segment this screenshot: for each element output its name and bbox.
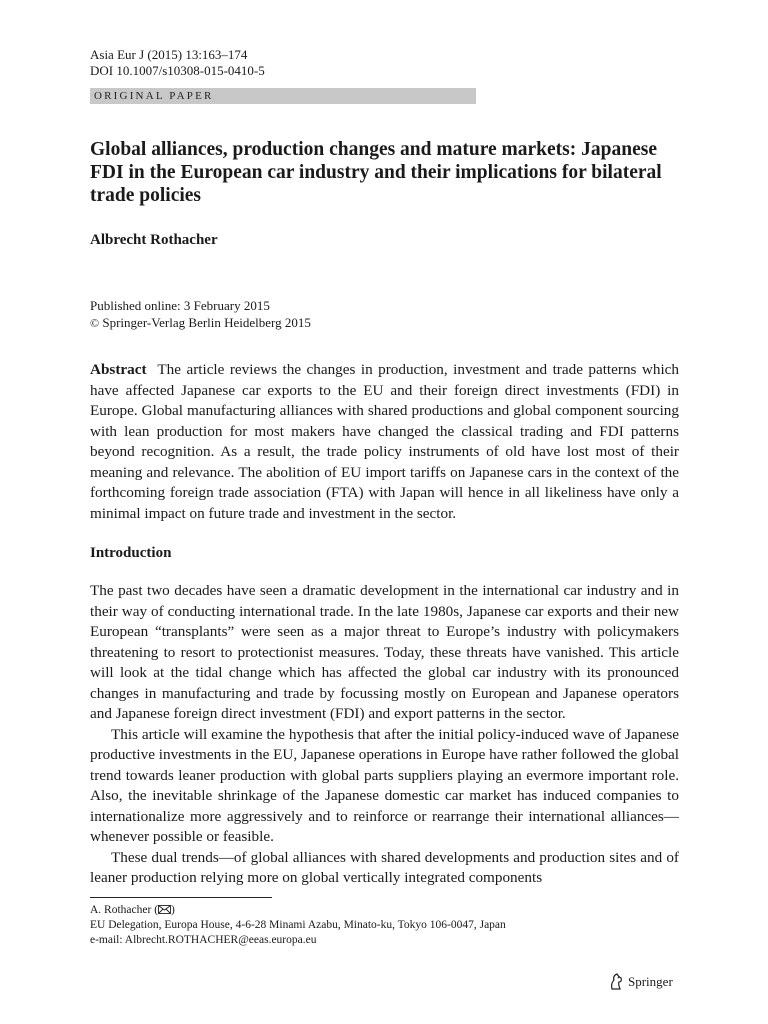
author-footnote — [90, 903, 506, 948]
author-name: Albrecht Rothacher — [90, 232, 218, 248]
paragraph: This article will examine the hypothesis that after the initial policy-induced wave of Japanese productive investments in the EU, Japanese operations in Europe have rather followed the global trend towards leaner production with global parts suppliers playing an evermore important role. Also, the inevitable shrinkage of the Japanese domestic car market has induced companies to internationalize more aggressively and to reinforce or rearrange their international alliances—whenever possible or feasible. — [90, 725, 679, 845]
doi[interactable]: DOI 10.1007/s10308-015-0410-5 — [90, 63, 265, 78]
paragraph: These dual trends—of global alliances with shared developments and production sites and of leaner production relying more on global vertically integrated components — [90, 848, 679, 886]
introduction-body — [90, 581, 679, 889]
footnote-rule — [90, 897, 272, 898]
section-heading-introduction: Introduction — [90, 545, 172, 561]
springer-horse-icon — [608, 973, 624, 991]
copyright-icon: © — [90, 316, 100, 330]
abstract-text: The article reviews the changes in production, investment and trade patterns which have affected Japanese car exports to the EU and their foreign direct investments (FDI) in Europe. Global manufacturing alliances with shared productions and global component sourcing with lean production for most makers have changed the classical trading and FDI patterns beyond recognition. As a result, the trade policy instruments of old have lost most of their meaning and relevance. The abolition of EU import tariffs on Japanese cars in the context of the forthcoming foreign trade association (FTA) with Japan will hence in all likeliness have only a minimal impact on future trade and investment in the sector. — [90, 361, 680, 522]
journal-citation: Asia Eur J (2015) 13:163–174 — [90, 47, 248, 62]
published-date: Published online: 3 February 2015 — [90, 298, 270, 313]
envelope-icon — [158, 905, 171, 914]
abstract — [90, 360, 679, 524]
article-type-bar: ORIGINAL PAPER — [90, 88, 476, 104]
footnote-address: EU Delegation, Europa House, 4-6-28 Minami Azabu, Minato-ku, Tokyo 106-0047, Japan — [90, 919, 506, 931]
publisher-name: Springer — [628, 974, 673, 989]
paper-title: Global alliances, production changes and mature markets: Japanese FDI in the European car industry and their implications for bilateral trade policies — [90, 139, 662, 206]
publisher-logo — [608, 973, 673, 991]
journal-header — [90, 47, 265, 79]
publication-info — [90, 297, 311, 332]
footnote-email[interactable]: e-mail: Albrecht.ROTHACHER@eeas.europa.eu — [90, 934, 317, 946]
paragraph: The past two decades have seen a dramatic development in the international car industry and in their way of conducting international trade. In the late 1980s, Japanese car exports and their new European “transplants” were seen as a major threat to Europe’s industry with policymakers threatening to resort to protectionist measures. Today, these threats have vanished. This article will look at the tidal change which has affected the global car industry with its pronounced changes in manufacturing and trade by focussing mostly on European and Japanese operators and Japanese foreign direct investment (FDI) and export patterns in the sector. — [90, 582, 679, 722]
copyright-line — [90, 314, 311, 332]
footnote-author: A. Rothacher ( ) — [90, 904, 175, 916]
copyright-text: Springer-Verlag Berlin Heidelberg 2015 — [102, 315, 311, 330]
abstract-label: Abstract — [90, 361, 147, 378]
